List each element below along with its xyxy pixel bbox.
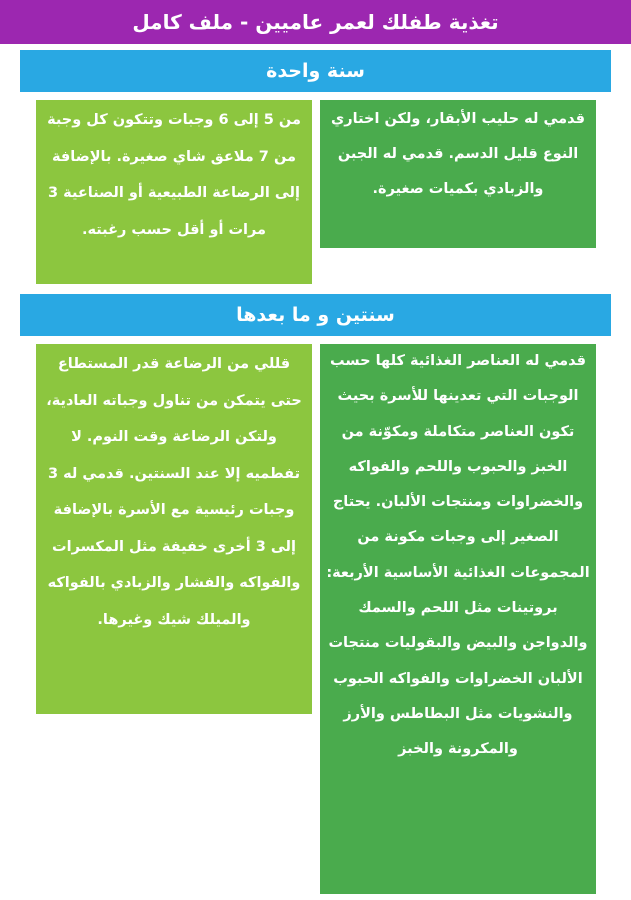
- page-title: تغذية طفلك لعمر عاميين - ملف كامل: [132, 10, 499, 34]
- two-years-weaning-box: [36, 344, 312, 714]
- section-one-year-header: [20, 50, 611, 92]
- section-one-year-heading: سنة واحدة: [266, 60, 365, 82]
- one-year-meals-text: من 5 إلى 6 وجبات وتتكون كل وجبة من 7 ملاعق شاي صغيرة. بالإضافة إلى الرضاعة الطبيعية أو الصناعية 3 مرات أو أقل حسب رغبته.: [47, 112, 301, 238]
- two-years-food-groups-box: [320, 344, 596, 894]
- one-year-meals-box: [36, 100, 312, 284]
- two-years-food-groups-text: قدمي له العناصر الغذائية كلها حسب الوجبات التي تعدينها للأسرة بحيث تكون العناصر متكاملة ومكوّنة من الخبز والحبوب واللحم والفواكه والخضراوات ومنتجات الألبان. يحتاج الصغير إلى وجبات مكونة من المجموعات الغذائية الأساسية الأربعة: بروتينات مثل اللحم والسمك والدواجن والبيض والبقوليات منتجات الألبان الخضراوات والفواكه الحبوب والنشويات مثل البطاطس والأرز والمكرونة والخبز: [326, 353, 590, 758]
- page-title-banner: [0, 0, 631, 44]
- section-two-years-heading: سنتين و ما بعدها: [236, 304, 395, 326]
- one-year-milk-box: [320, 100, 596, 248]
- one-year-milk-text: قدمي له حليب الأبقار، ولكن اختاري النوع قليل الدسم. قدمي له الجبن والزبادي بكميات صغيرة.: [331, 111, 585, 197]
- section-two-years-header: [20, 294, 611, 336]
- two-years-weaning-text: قللي من الرضاعة قدر المستطاع حتى يتمكن من تناول وجباته العادية، ولتكن الرضاعة وقت النوم. لا تفطميه إلا عند السنتين. قدمي له 3 وجبات رئيسية مع الأسرة بالإضافة إلى 3 أخرى خفيفة مثل المكسرات والفواكه والفشار والزبادي بالفواكه والميلك شيك وغيرها.: [46, 356, 302, 628]
